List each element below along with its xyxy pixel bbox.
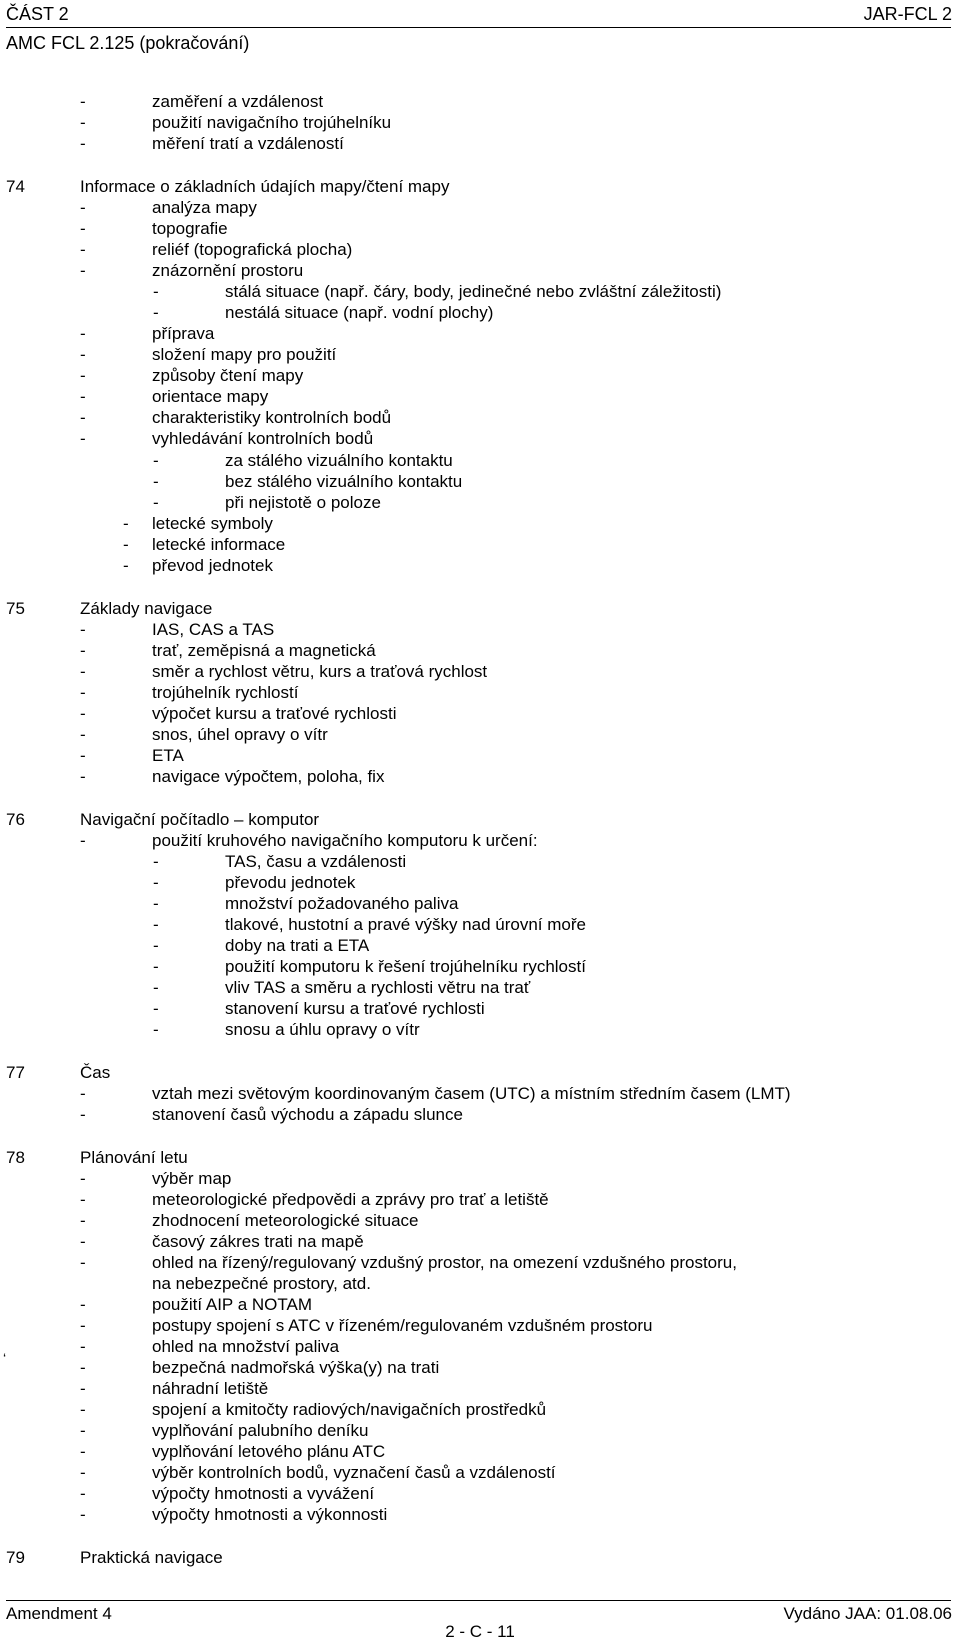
section-heading: Navigační počítadlo – komputor bbox=[80, 810, 320, 829]
list-item: složení mapy pro použití bbox=[152, 345, 337, 364]
section-number: 75 bbox=[6, 599, 25, 618]
footer-divider bbox=[6, 1600, 951, 1601]
list-bullet: - bbox=[153, 472, 159, 491]
list-bullet: - bbox=[80, 1337, 86, 1356]
list-bullet: - bbox=[80, 641, 86, 660]
list-item: stálá situace (např. čáry, body, jedinečné nebo zvláštní záležitosti) bbox=[225, 282, 722, 301]
list-item: výpočty hmotnosti a vyvážení bbox=[152, 1484, 375, 1503]
list-item: ohled na řízený/regulovaný vzdušný prostor, na omezení vzdušného prostoru, bbox=[152, 1253, 737, 1272]
list-item: použití kruhového navigačního komputoru k určení: bbox=[152, 831, 538, 850]
list-bullet: - bbox=[80, 683, 86, 702]
list-item: bez stálého vizuálního kontaktu bbox=[225, 472, 463, 491]
list-item: analýza mapy bbox=[152, 198, 257, 217]
list-bullet: - bbox=[153, 915, 159, 934]
list-item: výběr map bbox=[152, 1169, 232, 1188]
list-bullet: - bbox=[80, 219, 86, 238]
footer-amendment: Amendment 4 bbox=[6, 1604, 112, 1623]
section-number: 78 bbox=[6, 1148, 25, 1167]
list-bullet: - bbox=[80, 620, 86, 639]
list-bullet: - bbox=[80, 1169, 86, 1188]
list-item: reliéf (topografická plocha) bbox=[152, 240, 353, 259]
section-number: 76 bbox=[6, 810, 25, 829]
list-bullet: - bbox=[153, 451, 159, 470]
list-bullet: - bbox=[153, 1020, 159, 1039]
list-bullet: - bbox=[153, 999, 159, 1018]
section-heading: Základy navigace bbox=[80, 599, 213, 618]
list-bullet: - bbox=[153, 493, 159, 512]
list-bullet: - bbox=[80, 240, 86, 259]
list-item: časový zákres trati na mapě bbox=[152, 1232, 364, 1251]
list-bullet: - bbox=[80, 1421, 86, 1440]
list-bullet: - bbox=[80, 1379, 86, 1398]
list-item: náhradní letiště bbox=[152, 1379, 269, 1398]
list-bullet: - bbox=[80, 324, 86, 343]
list-bullet: - bbox=[80, 1442, 86, 1461]
list-bullet: - bbox=[80, 1484, 86, 1503]
list-bullet: - bbox=[80, 366, 86, 385]
list-bullet: - bbox=[80, 767, 86, 786]
list-item: vliv TAS a směru a rychlosti větru na trať bbox=[225, 978, 531, 997]
list-bullet: - bbox=[153, 303, 159, 322]
list-item: na nebezpečné prostory, atd. bbox=[152, 1274, 371, 1293]
list-bullet: - bbox=[80, 1358, 86, 1377]
list-item: charakteristiky kontrolních bodů bbox=[152, 408, 392, 427]
list-bullet: - bbox=[123, 535, 129, 554]
list-item: výpočet kursu a traťové rychlosti bbox=[152, 704, 397, 723]
list-bullet: - bbox=[80, 429, 86, 448]
footer-issue-date: Vydáno JAA: 01.08.06 bbox=[783, 1604, 952, 1623]
list-item: tlakové, hustotní a pravé výšky nad úrovní moře bbox=[225, 915, 586, 934]
list-bullet: - bbox=[80, 1105, 86, 1124]
list-item: IAS, CAS a TAS bbox=[152, 620, 275, 639]
list-bullet: - bbox=[80, 662, 86, 681]
list-item: za stálého vizuálního kontaktu bbox=[225, 451, 453, 470]
list-item: orientace mapy bbox=[152, 387, 269, 406]
list-bullet: - bbox=[80, 1463, 86, 1482]
list-item: letecké informace bbox=[152, 535, 286, 554]
list-bullet: - bbox=[80, 1295, 86, 1314]
list-item: převodu jednotek bbox=[225, 873, 356, 892]
section-number: 74 bbox=[6, 177, 25, 196]
list-bullet: - bbox=[80, 92, 86, 111]
list-bullet: - bbox=[80, 1316, 86, 1335]
header-doc-id: JAR-FCL 2 bbox=[863, 4, 952, 24]
list-item: vztah mezi světovým koordinovaným časem (UTC) a místním středním časem (LMT) bbox=[152, 1084, 791, 1103]
list-item: vyplňování palubního deníku bbox=[152, 1421, 369, 1440]
list-bullet: - bbox=[123, 556, 129, 575]
list-bullet: - bbox=[80, 387, 86, 406]
list-item: vyhledávání kontrolních bodů bbox=[152, 429, 374, 448]
list-item: spojení a kmitočty radiových/navigačních prostředků bbox=[152, 1400, 547, 1419]
list-bullet: - bbox=[80, 746, 86, 765]
section-heading: Plánování letu bbox=[80, 1148, 188, 1167]
list-bullet: - bbox=[153, 894, 159, 913]
list-bullet: - bbox=[80, 1232, 86, 1251]
list-item: zhodnocení meteorologické situace bbox=[152, 1211, 419, 1230]
list-item: ETA bbox=[152, 746, 184, 765]
list-bullet: - bbox=[123, 514, 129, 533]
section-number: 79 bbox=[6, 1548, 25, 1567]
list-item: převod jednotek bbox=[152, 556, 273, 575]
list-bullet: - bbox=[153, 282, 159, 301]
list-item: ohled na množství paliva bbox=[152, 1337, 340, 1356]
list-item: snos, úhel opravy o vítr bbox=[152, 725, 328, 744]
list-item: topografie bbox=[152, 219, 228, 238]
list-item: stanovení časů východu a západu slunce bbox=[152, 1105, 463, 1124]
list-bullet: - bbox=[80, 134, 86, 153]
section-heading: Praktická navigace bbox=[80, 1548, 223, 1567]
list-item: snosu a úhlu opravy o vítr bbox=[225, 1020, 420, 1039]
list-item: meteorologické předpovědi a zprávy pro trať a letiště bbox=[152, 1190, 549, 1209]
list-item: způsoby čtení mapy bbox=[152, 366, 304, 385]
header-part: ČÁST 2 bbox=[6, 4, 69, 24]
list-bullet: - bbox=[80, 725, 86, 744]
list-item: trať, zeměpisná a magnetická bbox=[152, 641, 376, 660]
list-bullet: - bbox=[80, 408, 86, 427]
list-bullet: - bbox=[153, 957, 159, 976]
list-item: měření tratí a vzdáleností bbox=[152, 134, 344, 153]
list-item: použití AIP a NOTAM bbox=[152, 1295, 312, 1314]
list-bullet: - bbox=[80, 704, 86, 723]
list-item: množství požadovaného paliva bbox=[225, 894, 459, 913]
list-bullet: - bbox=[80, 1505, 86, 1524]
list-item: nestálá situace (např. vodní plochy) bbox=[225, 303, 494, 322]
list-bullet: - bbox=[153, 873, 159, 892]
list-item: bezpečná nadmořská výška(y) na trati bbox=[152, 1358, 440, 1377]
list-bullet: - bbox=[80, 1400, 86, 1419]
list-item: postupy spojení s ATC v řízeném/regulovaném vzdušném prostoru bbox=[152, 1316, 653, 1335]
list-item: použití navigačního trojúhelníku bbox=[152, 113, 392, 132]
list-bullet: - bbox=[80, 198, 86, 217]
list-bullet: - bbox=[80, 1253, 86, 1272]
stray-mark: ‘ bbox=[3, 1350, 7, 1366]
list-item: stanovení kursu a traťové rychlosti bbox=[225, 999, 485, 1018]
list-item: při nejistotě o poloze bbox=[225, 493, 381, 512]
list-bullet: - bbox=[153, 978, 159, 997]
list-item: příprava bbox=[152, 324, 215, 343]
list-item: doby na trati a ETA bbox=[225, 936, 370, 955]
list-item: směr a rychlost větru, kurs a traťová rychlost bbox=[152, 662, 488, 681]
list-item: výběr kontrolních bodů, vyznačení časů a vzdáleností bbox=[152, 1463, 556, 1482]
header-subtitle: AMC FCL 2.125 (pokračování) bbox=[6, 33, 250, 53]
list-bullet: - bbox=[80, 1190, 86, 1209]
list-bullet: - bbox=[80, 113, 86, 132]
list-bullet: - bbox=[80, 831, 86, 850]
list-bullet: - bbox=[80, 261, 86, 280]
list-item: výpočty hmotnosti a výkonnosti bbox=[152, 1505, 388, 1524]
list-item: použití komputoru k řešení trojúhelníku rychlostí bbox=[225, 957, 586, 976]
list-bullet: - bbox=[153, 936, 159, 955]
list-item: zaměření a vzdálenost bbox=[152, 92, 324, 111]
list-bullet: - bbox=[153, 852, 159, 871]
section-heading: Informace o základních údajích mapy/čtení mapy bbox=[80, 177, 450, 196]
list-item: trojúhelník rychlostí bbox=[152, 683, 299, 702]
header-divider bbox=[6, 27, 951, 28]
list-item: navigace výpočtem, poloha, fix bbox=[152, 767, 385, 786]
list-item: znázornění prostoru bbox=[152, 261, 304, 280]
page-number: 2 - C - 11 bbox=[445, 1622, 515, 1641]
list-bullet: - bbox=[80, 1084, 86, 1103]
list-bullet: - bbox=[80, 345, 86, 364]
list-item: vyplňování letového plánu ATC bbox=[152, 1442, 386, 1461]
list-item: letecké symboly bbox=[152, 514, 273, 533]
list-bullet: - bbox=[80, 1211, 86, 1230]
section-heading: Čas bbox=[80, 1063, 111, 1082]
list-item: TAS, času a vzdálenosti bbox=[225, 852, 407, 871]
section-number: 77 bbox=[6, 1063, 25, 1082]
